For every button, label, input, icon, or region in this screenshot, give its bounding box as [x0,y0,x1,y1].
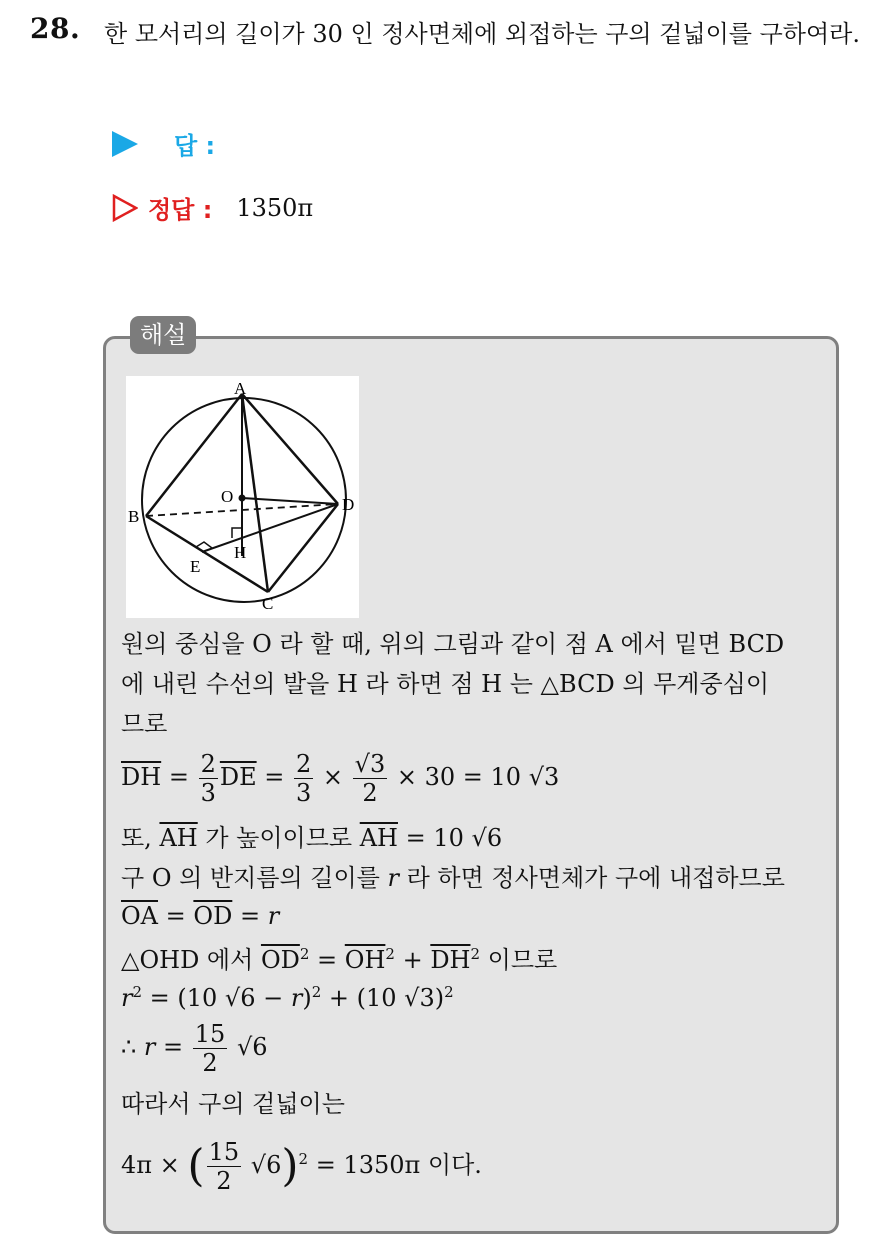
frac-num: √3 [354,750,386,778]
text: 가 높이이므로 [197,824,360,852]
solution-tab: 해설 [130,316,196,354]
label-h: H [234,543,247,562]
fraction-2-3 [294,750,313,807]
exponent: 2 [444,983,454,1001]
solution-line-therefore [121,1020,268,1077]
seg-od: $\overline{OD}$ [260,946,300,974]
var-r: r [121,984,133,1012]
seg-ah: $\overline{AH}$ [359,824,398,852]
tetrahedron-sphere-figure [126,376,359,618]
exponent: 2 [311,983,322,1001]
solution-line-r [121,860,785,896]
label-d: D [342,495,355,514]
frac-den: 2 [202,1049,218,1077]
eq-sign: = [232,902,268,930]
solution-line-2: 에 내린 수선의 발을 H 라 하면 점 H 는 △BCD 의 무게중심이 [121,670,770,698]
eq-sign: = [155,1033,191,1061]
seg-de: $\overline{DE}$ [219,763,257,791]
text: 구 O 의 반지름의 길이를 [121,864,388,892]
frac-den: 3 [296,779,312,807]
correct-answer-label: 정답 : [148,196,213,224]
seg-dh: $\overline{DH}$ [430,946,471,974]
solution-line-oa [121,898,279,934]
solution-line-3: 므로 [121,710,168,738]
play-triangle-icon [112,131,138,157]
question-number: 28. [30,12,81,45]
text: 라 하면 정사면체가 구에 내접하므로 [398,864,785,892]
var-r: r [267,902,280,930]
right-paren: ) [281,1140,299,1192]
frac-num: 15 [194,1020,226,1048]
equation-dh [121,750,559,807]
text: 4π × [121,1151,188,1179]
text: = 10 √6 [397,824,503,852]
var-r: r [290,984,303,1012]
text: √6 [243,1151,282,1179]
solution-line-ah [121,820,502,856]
eq-sign: = [168,763,189,791]
therefore-sign: ∴ [121,1033,144,1061]
eq-sign: = [264,763,285,791]
text: △OHD 에서 [121,946,261,974]
seg-dh: $\overline{DH}$ [121,763,162,791]
solution-line-final-text: 따라서 구의 겉넓이는 [121,1090,345,1118]
answer-row [112,126,215,161]
eq-sign: = [309,946,345,974]
exponent: 2 [132,983,143,1001]
text: ) [302,984,312,1012]
exponent: 2 [470,945,481,963]
label-e: E [190,557,201,576]
text: 이므로 [480,946,558,974]
exponent: 2 [298,1150,309,1168]
fraction-15-2 [193,1020,228,1077]
frac-num: 15 [208,1138,240,1166]
eq-sign: = [158,902,194,930]
seg-oa: $\overline{OA}$ [121,902,159,930]
frac-den: 3 [200,779,216,807]
var-r: r [143,1033,156,1061]
text: √6 [229,1033,268,1061]
frac-num: 2 [200,750,216,778]
label-c: C [262,594,274,613]
seg-ah: $\overline{AH}$ [159,824,198,852]
label-b: B [128,507,140,526]
text: = (10 √6 − [142,984,291,1012]
plus-sign: + [394,946,431,974]
text: + (10 √3) [321,984,445,1012]
answer-label: 답 : [174,132,216,160]
solution-line-r2 [121,974,454,1016]
equation-rest: × 30 = 10 √3 [396,763,560,791]
exponent: 2 [299,945,310,963]
text: = 1350π 이다. [308,1151,482,1179]
fraction-15-2 [207,1138,242,1195]
frac-den: 2 [362,779,378,807]
label-o: O [221,487,234,506]
correct-answer-value: 1350π [236,193,314,222]
solution-line-1: 원의 중심을 O 라 할 때, 위의 그림과 같이 점 A 에서 밑면 BCD [121,630,785,658]
label-a: A [234,379,247,398]
times-sign: × [322,763,344,791]
text: 또, [121,824,160,852]
left-paren: ( [187,1140,205,1192]
seg-oh: $\overline{OH}$ [344,946,386,974]
fraction-root3-2 [353,750,388,807]
question-text: 한 모서리의 길이가 30 인 정사면체에 외접하는 구의 겉넓이를 구하여라. [104,20,860,48]
frac-den: 2 [216,1167,232,1195]
correct-answer-row [112,190,313,225]
solution-line-final [121,1138,482,1195]
exponent: 2 [385,945,395,963]
fraction-2-3 [199,750,218,807]
seg-od: $\overline{OD}$ [193,902,233,930]
outline-triangle-icon [112,194,138,222]
var-r: r [387,864,399,892]
solution-line-ohd [121,936,557,978]
frac-num: 2 [296,750,312,778]
